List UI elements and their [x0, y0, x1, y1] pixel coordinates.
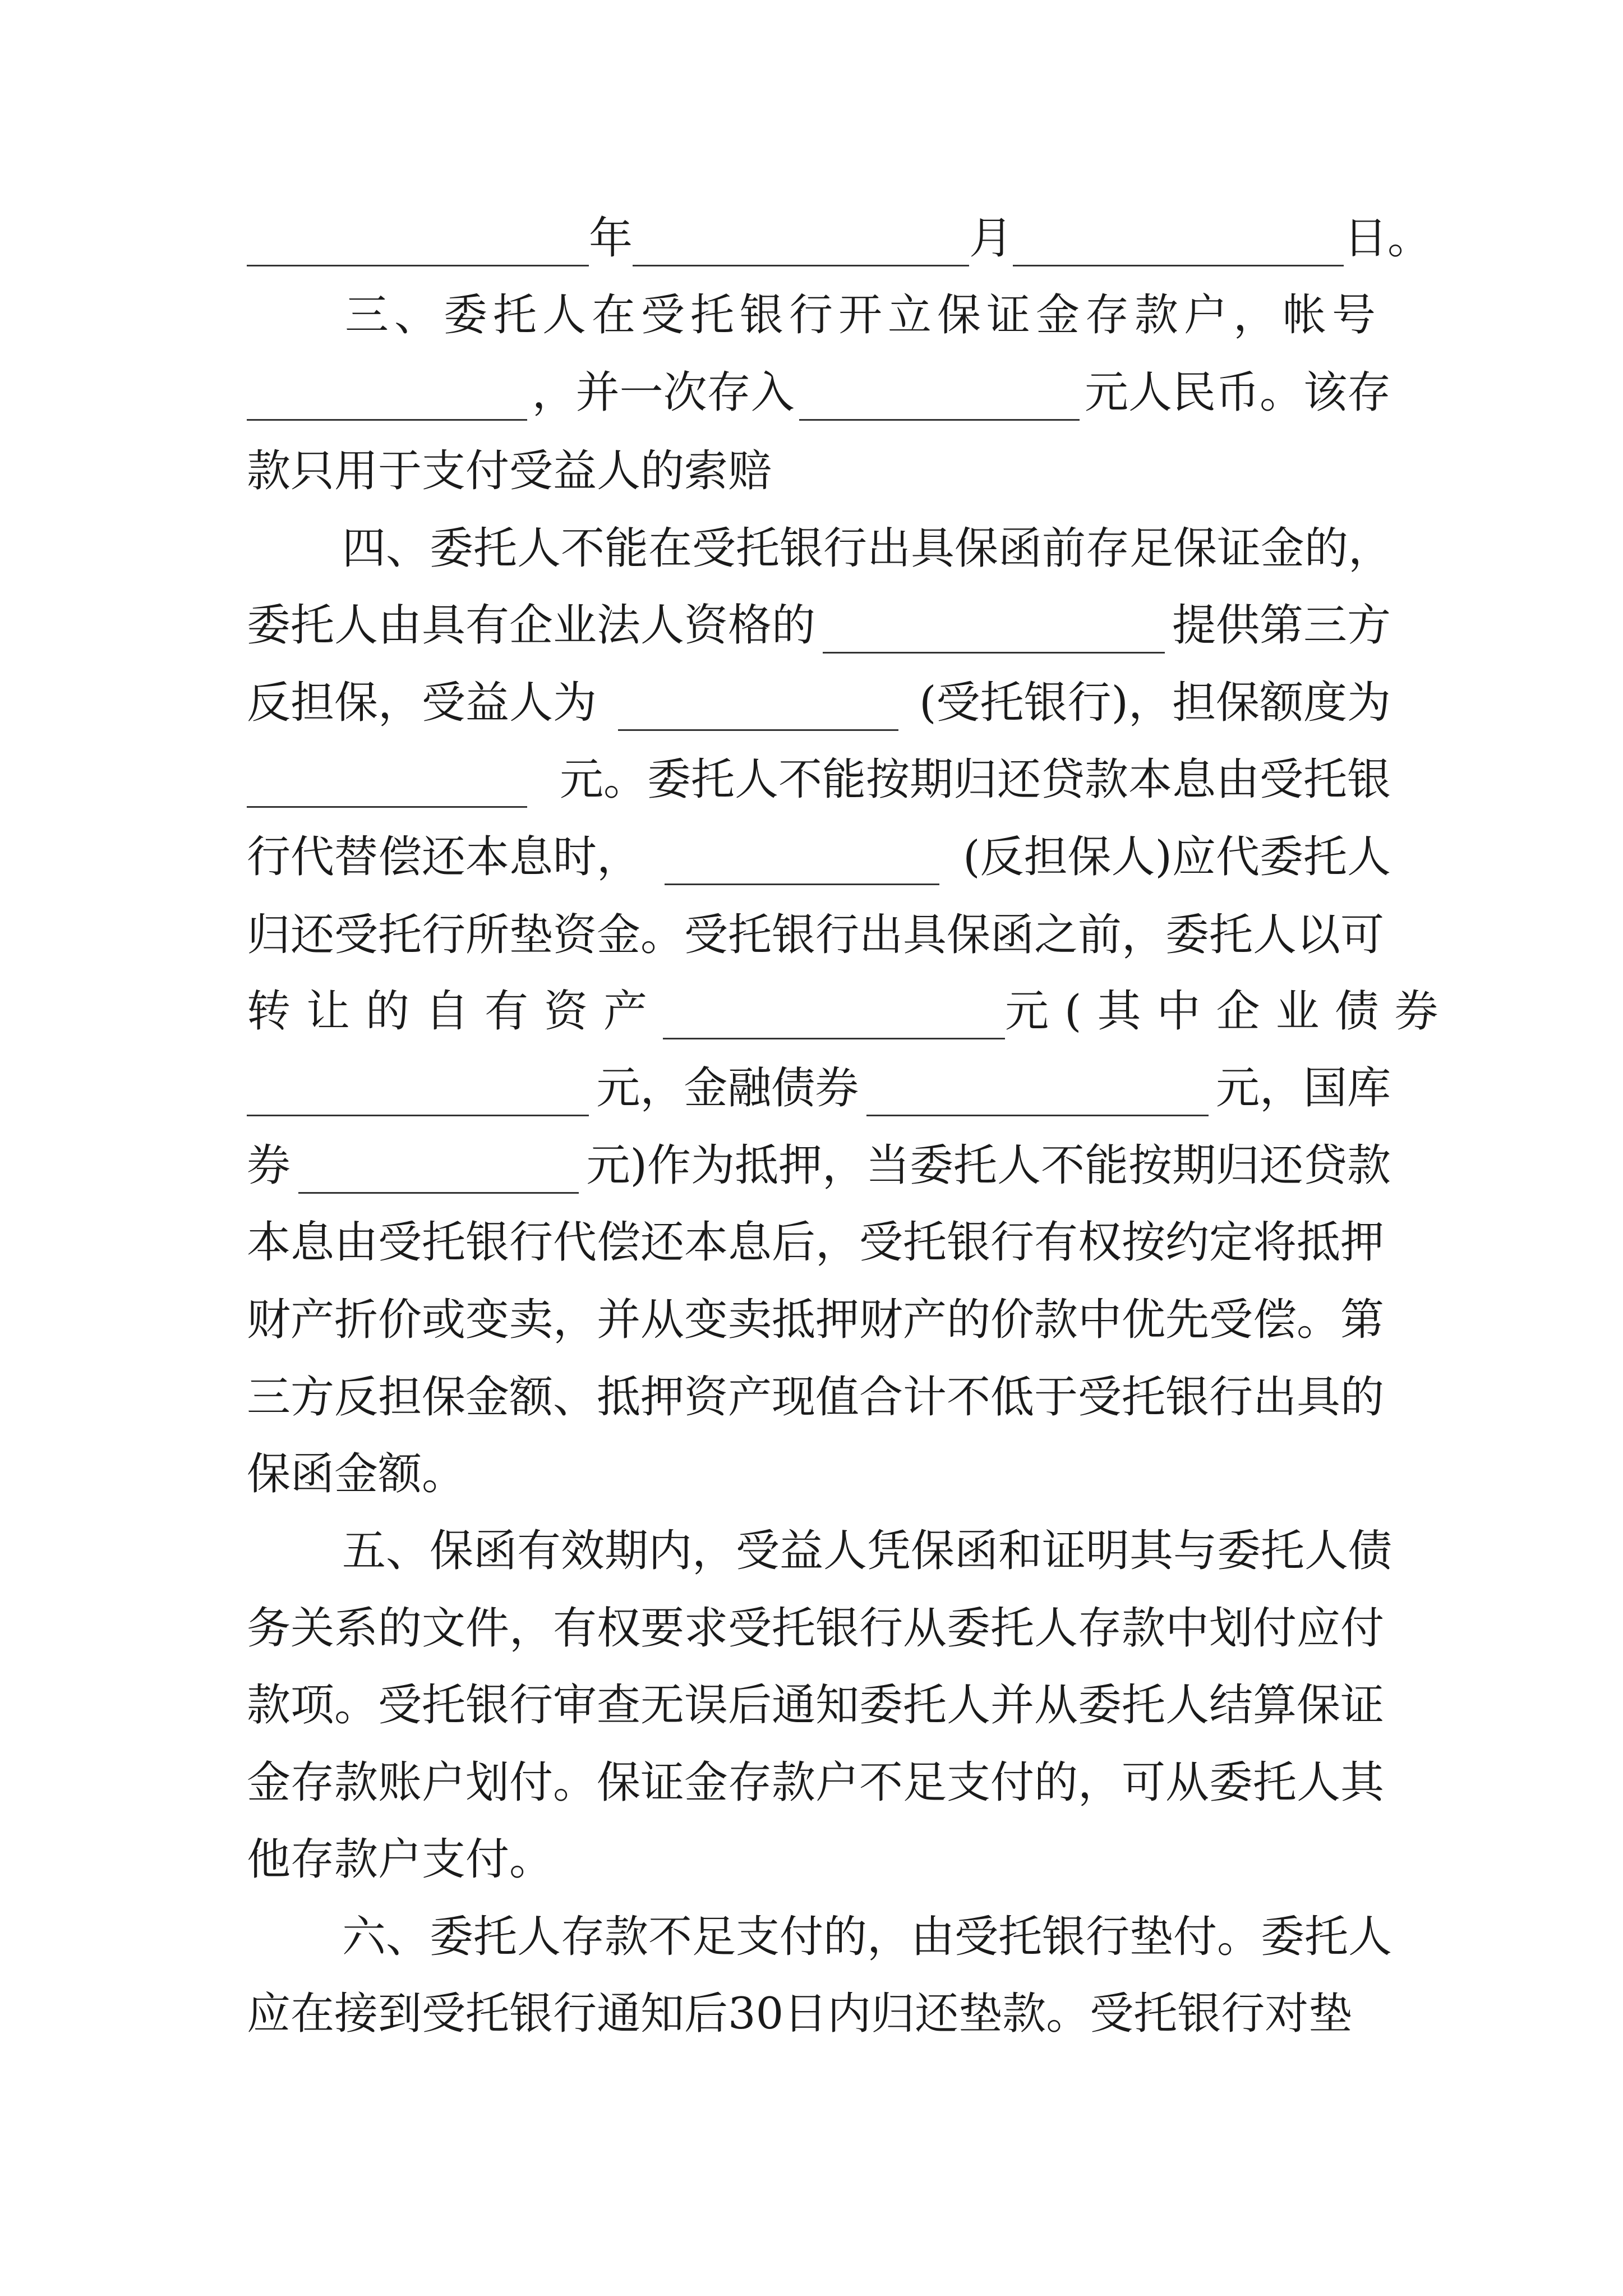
clause-4-text: 四、委托人不能在受托银行出具保函前存足保证金的，: [342, 523, 1393, 574]
clause-6-line-2: [247, 1986, 1352, 2042]
other-accounts-text: 他存款户支付。: [247, 1834, 554, 1885]
clause-4-line-7: [247, 983, 1454, 1039]
clause-3-line-2: [247, 365, 1391, 421]
guarantee-amount-blank[interactable]: [247, 774, 527, 808]
clause-4-line-3: [247, 675, 1391, 731]
date-line: [247, 210, 1432, 266]
review-text: 款项。受托银行审查无误后通知委托人并从委托人结算保证: [247, 1680, 1385, 1731]
clause-5-text: 五、保函有效期内，受益人凭保函和证明其与委托人债: [342, 1526, 1393, 1576]
return-funds-text: 归还受托行所垫资金。受托银行出具保函之前，委托人以可: [247, 910, 1385, 960]
mortgage-text: 元)作为抵押，当委托人不能按期归还贷款: [586, 1140, 1391, 1191]
clause-4-line-10: [247, 1214, 1384, 1271]
clause-5-line-4: [247, 1755, 1384, 1811]
clause-5-line-3: [247, 1677, 1384, 1733]
month-label: 月: [969, 213, 1013, 264]
clause-6-text: 六、委托人存款不足支付的，由受托银行垫付。委托人: [342, 1912, 1393, 1962]
assets-text: 转让的自有资产: [247, 986, 663, 1037]
claim-text: 款只用于支付受益人的索赔: [247, 446, 772, 496]
clause-4-line-6: [247, 907, 1384, 963]
day-blank[interactable]: [1013, 232, 1344, 266]
clause-3-text: 三、委托人在受托银行开立保证金存款户，帐号: [345, 290, 1382, 341]
deposit-text: ，并一次存入: [532, 367, 795, 418]
clause-6-heading: [342, 1909, 1392, 1965]
counter-guarantor-blank[interactable]: [665, 851, 939, 885]
discount-text: 财产折价或变卖，并从变卖抵押财产的价款中优先受偿。第: [247, 1295, 1385, 1345]
repay-text: 元。委托人不能按期归还贷款本息由受托银: [559, 754, 1391, 805]
clause-4-line-13: [247, 1446, 465, 1502]
rmb-text: 元人民币。该存: [1084, 367, 1391, 418]
substitute-text: 行代替偿还本息时，: [247, 832, 641, 882]
clause-4-line-4: [247, 752, 1391, 808]
clause-4-line-2: [247, 597, 1391, 654]
clause-4-heading: [342, 521, 1392, 577]
treasury-bond-text: 券: [247, 1140, 291, 1191]
beneficiary-text: 反担保，受益人为: [247, 678, 597, 728]
mortgage-right-text: 本息由受托银行代偿还本息后，受托银行有权按约定将抵押: [247, 1217, 1385, 1268]
day-label: 日。: [1344, 213, 1432, 264]
clause-3-heading: [345, 287, 1394, 343]
clause-4-line-8: [247, 1060, 1391, 1116]
guarantor-blank[interactable]: [823, 619, 1165, 654]
third-party-text: 提供第三方: [1172, 600, 1391, 651]
treasury-text: 元，国库: [1215, 1063, 1391, 1114]
debt-docs-text: 务关系的文件，有权要求受托银行从委托人存款中划付应付: [247, 1603, 1385, 1654]
assets-blank[interactable]: [663, 1005, 1005, 1039]
corporate-bonds-text: 元(其中企业债券: [1005, 986, 1454, 1037]
month-blank[interactable]: [633, 232, 969, 266]
legal-person-text: 委托人由具有企业法人资格的: [247, 600, 816, 651]
guarantee-limit-text: (受托银行)，担保额度为: [919, 678, 1391, 728]
repay-advance-text: 应在接到受托银行通知后30日内归还垫款。受托银行对垫: [247, 1989, 1353, 2039]
year-label: 年: [589, 213, 633, 264]
amount-total-text: 三方反担保金额、抵押资产现值合计不低于受托银行出具的: [247, 1372, 1385, 1423]
clause-3-line-3: [247, 443, 772, 499]
treasury-bonds-blank[interactable]: [298, 1159, 579, 1194]
year-blank[interactable]: [247, 232, 589, 266]
clause-4-line-11: [247, 1292, 1384, 1348]
clause-5-line-2: [247, 1600, 1384, 1657]
clause-5-heading: [342, 1523, 1392, 1579]
deduct-text: 金存款账户划付。保证金存款户不足支付的，可从委托人其: [247, 1757, 1385, 1808]
guarantee-amount-text: 保函金额。: [247, 1449, 466, 1499]
deposit-amount-blank[interactable]: [799, 386, 1080, 421]
clause-5-line-5: [247, 1832, 553, 1888]
beneficiary-blank[interactable]: [618, 697, 898, 731]
financial-bonds-text: 元，金融债券: [596, 1063, 859, 1114]
clause-4-line-12: [247, 1369, 1384, 1425]
counter-guarantor-text: (反担保人)应代委托人: [963, 832, 1391, 882]
corporate-bonds-blank[interactable]: [247, 1082, 589, 1116]
financial-bonds-blank[interactable]: [866, 1082, 1209, 1116]
clause-4-line-5: [247, 829, 1391, 885]
clause-4-line-9: [247, 1138, 1391, 1194]
account-number-blank[interactable]: [247, 386, 527, 421]
